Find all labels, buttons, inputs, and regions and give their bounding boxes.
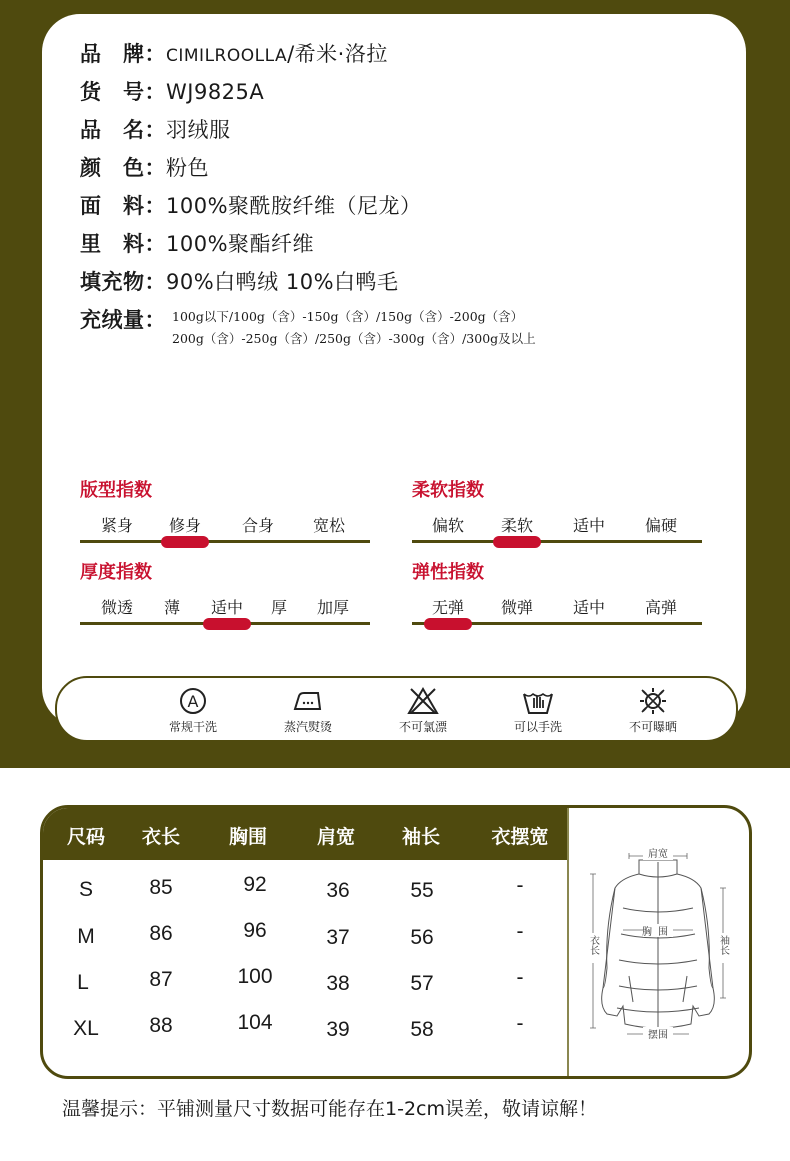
dry-clean-icon (178, 686, 208, 716)
index-option: 紧身 (100, 516, 134, 535)
diagram-sleeve-label: 袖长 (717, 935, 729, 955)
care-item-hand-wash: 可以手洗 (488, 686, 588, 735)
care-item-no-sun: 不可曝晒 (603, 686, 703, 735)
no-sun-icon (638, 686, 668, 716)
header-hem: 衣摆宽 (491, 826, 549, 848)
index-scale-line (412, 540, 702, 543)
header-size: 尺码 (66, 826, 106, 848)
index-option: 适中 (572, 598, 606, 617)
no-bleach-icon (406, 686, 440, 716)
size-chart: 尺码 衣长 胸围 肩宽 袖长 衣摆宽 S 85 92 36 55 - M 86 96 37 56 - L 87 100 38 57 - XL 88 104 39 58 - 肩宽 衣长 胸围 袖长 摆围 (40, 805, 752, 1079)
diagram-length-label: 衣长 (587, 935, 599, 955)
info-fill-amount: 充绒量： (80, 308, 166, 332)
index-scale-line (80, 540, 370, 543)
index-option: 加厚 (316, 598, 350, 617)
index-option: 修身 (168, 516, 202, 535)
index-option: 微弹 (500, 598, 534, 617)
header-sleeve: 袖长 (401, 826, 441, 848)
index-option: 柔软 (500, 516, 534, 535)
measurement-tip: 温馨提示：平铺测量尺寸数据可能存在1-2cm误差，敬请谅解！ (62, 1098, 597, 1120)
header-chest: 胸围 (228, 826, 268, 848)
care-item-no-bleach: 不可氯漂 (373, 686, 473, 735)
diagram-hem-label: 摆围 (648, 1030, 668, 1041)
index-selected-marker (424, 618, 472, 630)
care-item-steam-iron: 蒸汽熨烫 (258, 686, 358, 735)
index-option: 高弹 (644, 598, 678, 617)
svg-text:A: A (187, 692, 199, 711)
hand-wash-icon (521, 686, 555, 716)
jacket-diagram (573, 838, 743, 1046)
index-title: 厚度指数 (80, 562, 152, 583)
fill-amount-line2: 200g（含）-250g（含）/250g（含）-300g（含）/300g及以上 (172, 331, 536, 346)
index-option: 无弹 (431, 598, 465, 617)
info-filling: 填充物：90%白鸭绒 10%白鸭毛 (80, 270, 399, 294)
index-title: 柔软指数 (412, 480, 484, 501)
size-table-header (43, 808, 569, 860)
index-option: 薄 (163, 598, 181, 617)
index-option: 适中 (210, 598, 244, 617)
index-option: 偏硬 (644, 516, 678, 535)
info-name: 品 名：羽绒服 (80, 118, 231, 142)
header-length: 衣长 (141, 826, 181, 848)
index-option: 偏软 (431, 516, 465, 535)
index-selected-marker (203, 618, 251, 630)
size-table-divider (567, 808, 569, 1076)
index-title: 版型指数 (80, 480, 152, 501)
diagram-chest-label: 胸围 (642, 927, 674, 938)
index-option: 宽松 (312, 516, 346, 535)
fill-amount-line1: 100g以下/100g（含）-150g（含）/150g（含）-200g（含） (172, 309, 524, 324)
index-title: 弹性指数 (412, 562, 484, 583)
index-option: 合身 (241, 516, 275, 535)
header-shoulder: 肩宽 (316, 826, 356, 848)
index-option: 适中 (572, 516, 606, 535)
care-item-dry-clean: A 常规干洗 (143, 686, 243, 735)
info-brand: 品 牌：CIMILROOLLA/希米·洛拉 (80, 42, 388, 66)
info-shell: 面 料：100%聚酰胺纤维（尼龙） (80, 194, 422, 218)
index-option: 厚 (270, 598, 288, 617)
info-sku: 货 号：WJ9825A (80, 80, 265, 104)
index-option: 微透 (100, 598, 134, 617)
diagram-shoulder-label: 肩宽 (648, 849, 668, 860)
index-selected-marker (493, 536, 541, 548)
info-lining: 里 料：100%聚酯纤维 (80, 232, 315, 256)
care-instructions-bar (55, 676, 738, 742)
steam-iron-icon (291, 686, 325, 716)
info-color: 颜 色：粉色 (80, 156, 209, 180)
index-selected-marker (161, 536, 209, 548)
